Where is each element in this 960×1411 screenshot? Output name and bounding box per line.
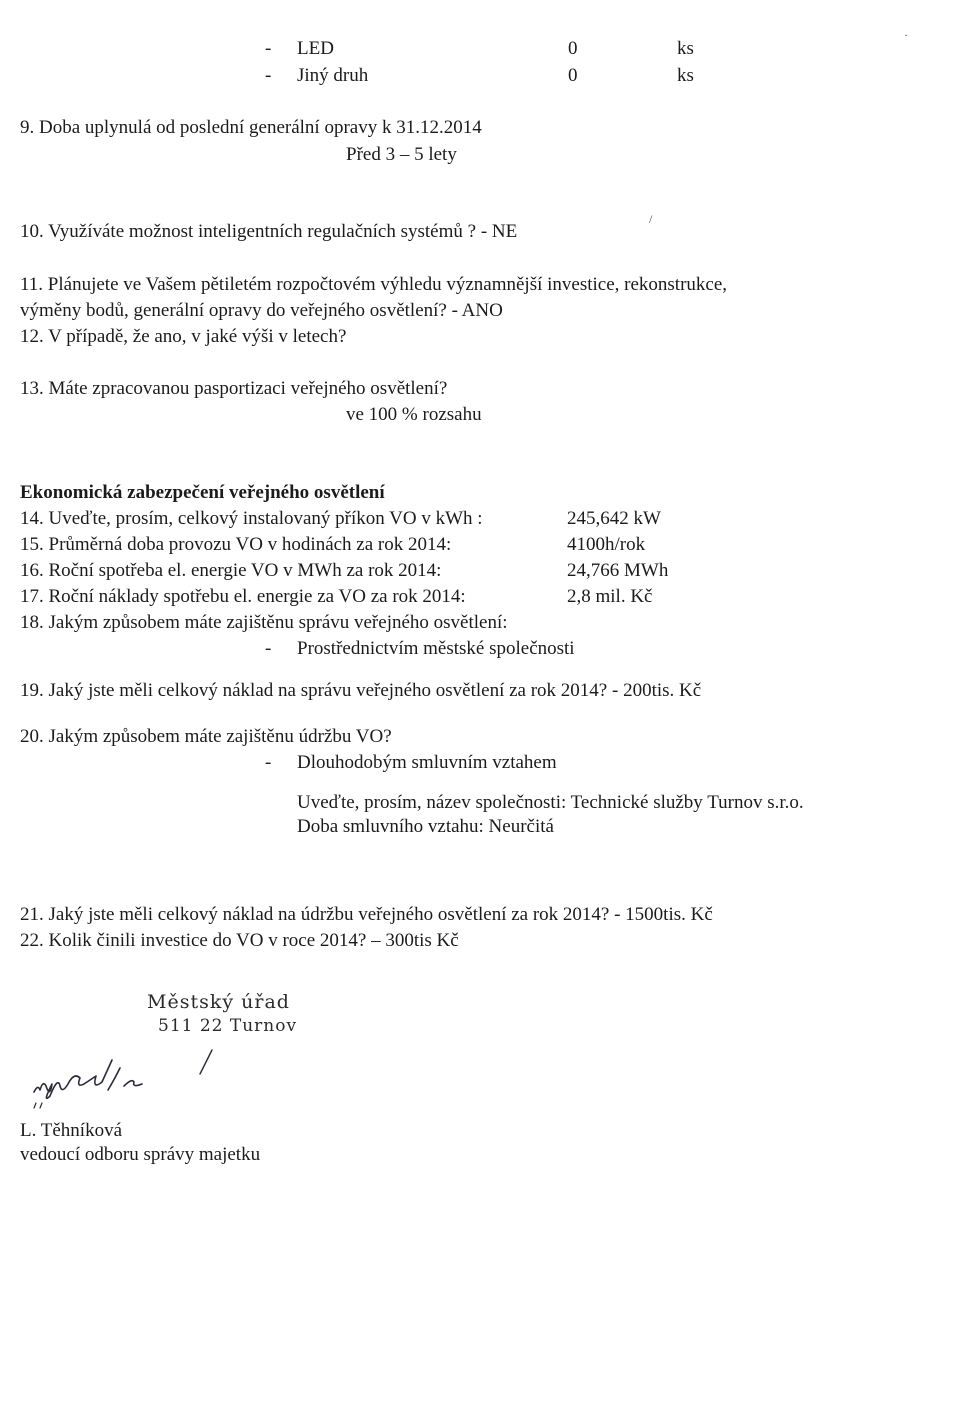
office-stamp-line1: Městský úřad bbox=[147, 991, 290, 1013]
question-13: 13. Máte zpracovanou pasportizaci veřejného osvětlení? bbox=[20, 378, 448, 399]
question-12: 12. V případě, že ano, v jaké výši v letech? bbox=[20, 326, 347, 347]
company-name-line: Uveďte, prosím, název společnosti: Technické služby Turnov s.r.o. bbox=[297, 792, 804, 813]
question-15: 15. Průměrná doba provozu VO v hodinách za rok 2014: bbox=[20, 534, 452, 555]
answer-9: Před 3 – 5 lety bbox=[346, 144, 457, 165]
bulb-other-count: 0 bbox=[568, 65, 578, 86]
question-11-line2: výměny bodů, generální opravy do veřejného osvětlení? - ANO bbox=[20, 300, 503, 321]
question-22: 22. Kolik činili investice do VO v roce 2014? – 300tis Kč bbox=[20, 930, 459, 951]
answer-18: Prostřednictvím městské společnosti bbox=[297, 638, 575, 659]
bulb-led-dash: - bbox=[265, 38, 272, 59]
question-11-line1: 11. Plánujete ve Vašem pětiletém rozpočtovém výhledu významnější investice, rekonstrukce, bbox=[20, 274, 728, 295]
handwritten-signature bbox=[30, 1040, 230, 1130]
answer-20-dash: - bbox=[265, 752, 272, 773]
question-18: 18. Jakým způsobem máte zajištěnu správu veřejného osvětlení: bbox=[20, 612, 508, 633]
section-heading-economic: Ekonomická zabezpečení veřejného osvětlení bbox=[20, 482, 385, 503]
answer-16: 24,766 MWh bbox=[567, 560, 669, 581]
answer-17: 2,8 mil. Kč bbox=[567, 586, 653, 607]
bulb-other-dash: - bbox=[265, 65, 272, 86]
question-17: 17. Roční náklady spotřebu el. energie za VO za rok 2014: bbox=[20, 586, 466, 607]
question-20: 20. Jakým způsobem máte zajištěnu údržbu VO? bbox=[20, 726, 392, 747]
bulb-other-label: Jiný druh bbox=[297, 65, 369, 86]
scan-speck: · bbox=[904, 28, 908, 42]
answer-20: Dlouhodobým smluvním vztahem bbox=[297, 752, 557, 773]
signatory-role: vedoucí odboru správy majetku bbox=[20, 1144, 261, 1165]
question-14: 14. Uveďte, prosím, celkový instalovaný příkon VO v kWh : bbox=[20, 508, 483, 529]
scan-speck: / bbox=[649, 212, 653, 226]
answer-14: 245,642 kW bbox=[567, 508, 661, 529]
signatory-name: L. Těhníková bbox=[20, 1120, 123, 1141]
answer-18-dash: - bbox=[265, 638, 272, 659]
answer-15: 4100h/rok bbox=[567, 534, 646, 555]
question-19: 19. Jaký jste měli celkový náklad na správu veřejného osvětlení za rok 2014? - 200tis. Kč bbox=[20, 680, 702, 701]
question-10: 10. Využíváte možnost inteligentních regulačních systémů ? - NE bbox=[20, 221, 518, 242]
bulb-other-unit: ks bbox=[677, 65, 694, 86]
bulb-led-label: LED bbox=[297, 38, 334, 59]
bulb-led-count: 0 bbox=[568, 38, 578, 59]
question-16: 16. Roční spotřeba el. energie VO v MWh za rok 2014: bbox=[20, 560, 442, 581]
question-9: 9. Doba uplynulá od poslední generální opravy k 31.12.2014 bbox=[20, 117, 482, 138]
answer-13: ve 100 % rozsahu bbox=[346, 404, 482, 425]
bulb-led-unit: ks bbox=[677, 38, 694, 59]
contract-duration-line: Doba smluvního vztahu: Neurčitá bbox=[297, 816, 554, 837]
question-21: 21. Jaký jste měli celkový náklad na údržbu veřejného osvětlení za rok 2014? - 1500tis. Kč bbox=[20, 904, 713, 925]
office-stamp-line2: 511 22 Turnov bbox=[158, 1016, 298, 1036]
